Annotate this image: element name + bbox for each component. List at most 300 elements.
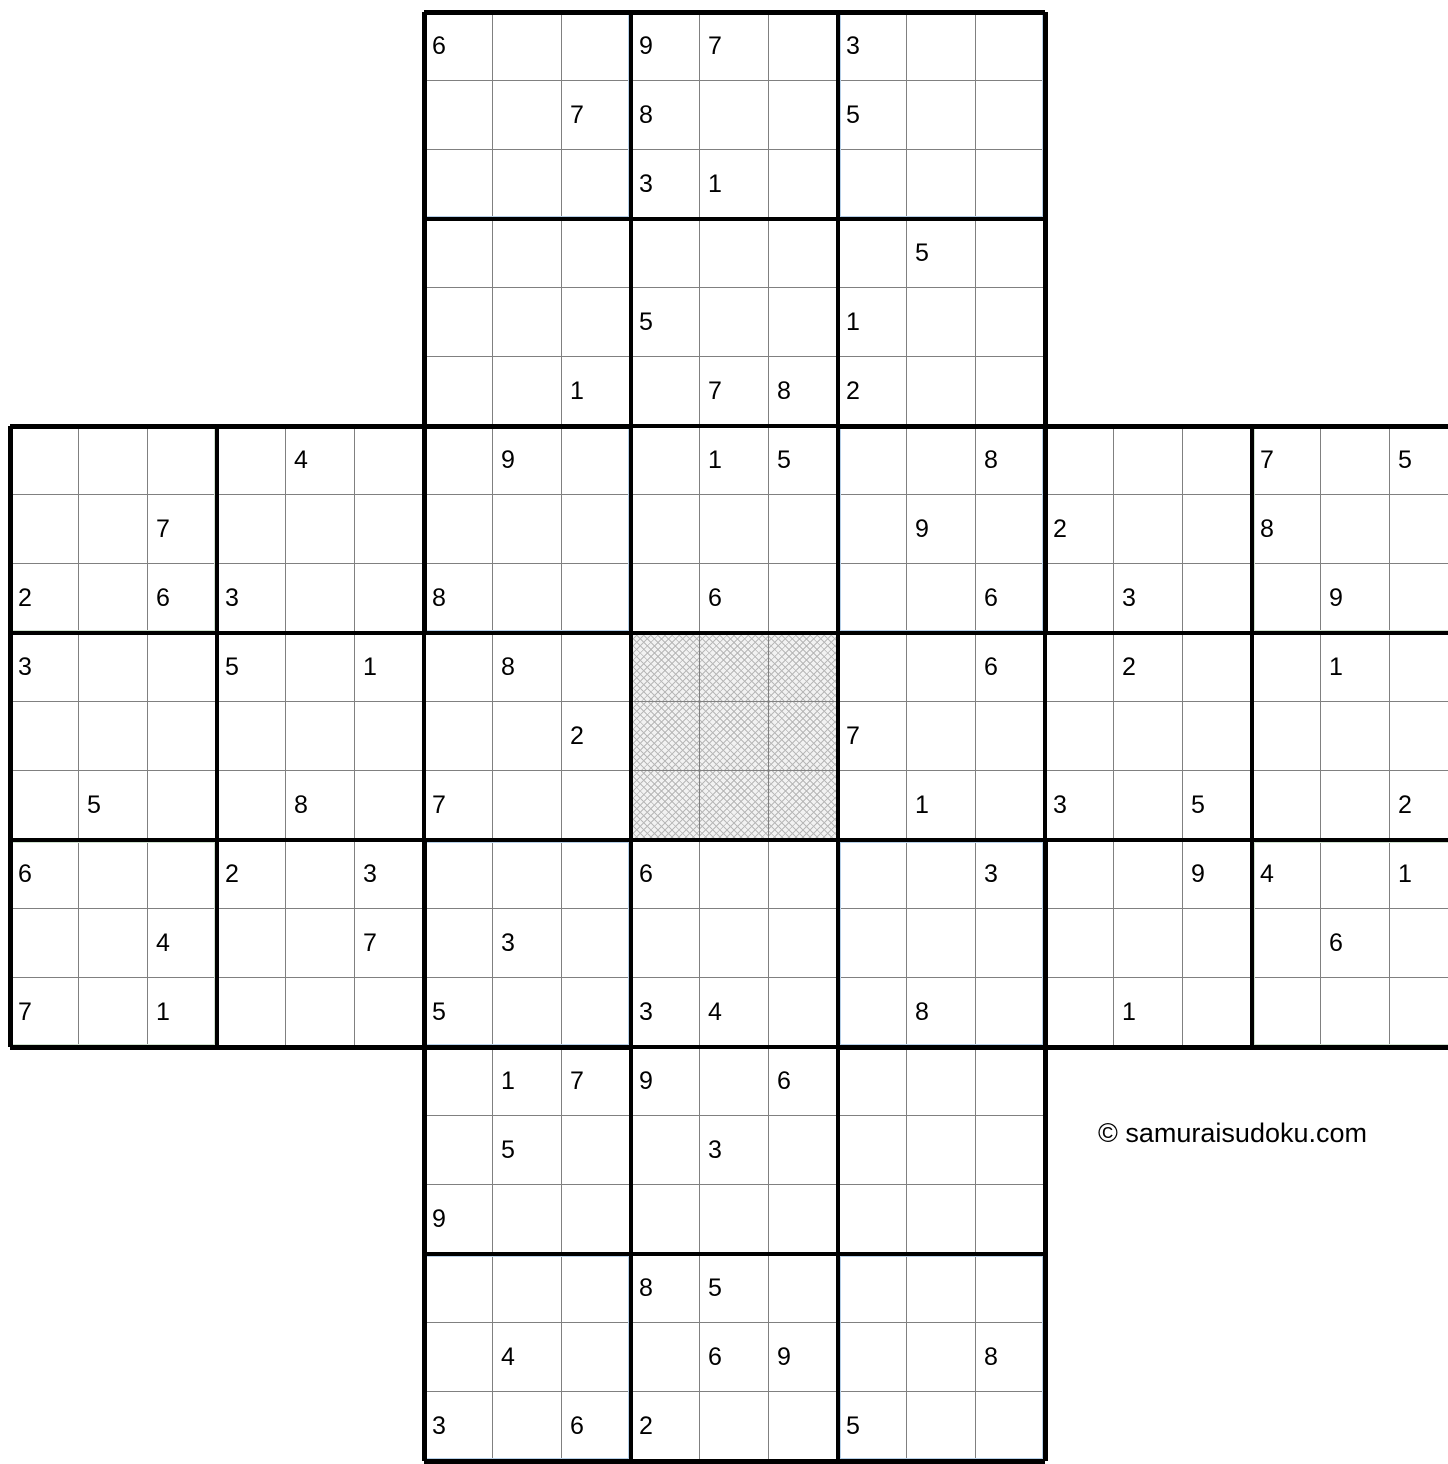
sudoku-cell[interactable] [907,564,976,633]
sudoku-cell[interactable] [700,495,769,564]
sudoku-cell[interactable] [769,564,838,633]
sudoku-cell[interactable]: 4 [1252,840,1321,909]
sudoku-cell[interactable] [631,219,700,288]
sudoku-cell[interactable] [424,1323,493,1392]
sudoku-cell[interactable] [907,426,976,495]
sudoku-cell[interactable]: 1 [562,357,631,426]
sudoku-cell[interactable]: 8 [976,1323,1045,1392]
sudoku-cell[interactable]: 2 [631,1392,700,1461]
sudoku-cell[interactable]: 2 [217,840,286,909]
sudoku-cell[interactable] [493,288,562,357]
block-divider-horizontal [424,10,1045,15]
sudoku-cell[interactable]: 2 [1390,771,1448,840]
sudoku-cell[interactable]: 3 [217,564,286,633]
sudoku-cell[interactable]: 5 [1183,771,1252,840]
sudoku-cell[interactable]: 9 [631,12,700,81]
sudoku-cell[interactable]: 2 [562,702,631,771]
sudoku-cell[interactable]: 8 [907,978,976,1047]
sudoku-cell[interactable]: 8 [631,81,700,150]
sudoku-cell[interactable] [907,840,976,909]
sudoku-cell[interactable] [976,1185,1045,1254]
sudoku-cell[interactable]: 8 [976,426,1045,495]
sudoku-cell[interactable] [286,564,355,633]
sudoku-cell[interactable] [976,1392,1045,1461]
sudoku-cell[interactable] [769,1116,838,1185]
sudoku-cell[interactable] [838,219,907,288]
sudoku-cell[interactable] [1045,564,1114,633]
sudoku-cell[interactable]: 4 [148,909,217,978]
sudoku-cell[interactable]: 3 [10,633,79,702]
sudoku-cell[interactable] [79,495,148,564]
sudoku-cell[interactable] [1321,978,1390,1047]
sudoku-cell[interactable]: 1 [838,288,907,357]
sudoku-cell[interactable] [562,12,631,81]
sudoku-cell[interactable] [493,12,562,81]
sudoku-cell[interactable] [148,633,217,702]
sudoku-cell[interactable] [217,426,286,495]
sudoku-cell[interactable] [79,633,148,702]
sudoku-cell[interactable] [10,771,79,840]
sudoku-cell[interactable]: 3 [838,12,907,81]
sudoku-cell[interactable] [493,978,562,1047]
sudoku-cell[interactable] [493,771,562,840]
sudoku-cell[interactable] [10,702,79,771]
sudoku-cell[interactable] [907,1323,976,1392]
sudoku-cell[interactable]: 5 [769,426,838,495]
sudoku-cell[interactable]: 5 [79,771,148,840]
sudoku-cell[interactable] [424,426,493,495]
sudoku-cell[interactable] [838,978,907,1047]
sudoku-cell[interactable]: 8 [424,564,493,633]
sudoku-cell[interactable] [769,150,838,219]
sudoku-cell[interactable] [424,495,493,564]
sudoku-cell[interactable] [562,840,631,909]
sudoku-cell[interactable] [976,1254,1045,1323]
sudoku-cell[interactable] [493,357,562,426]
sudoku-cell[interactable] [1183,564,1252,633]
sudoku-cell[interactable] [700,288,769,357]
sudoku-cell[interactable]: 6 [562,1392,631,1461]
sudoku-cell[interactable] [1045,840,1114,909]
sudoku-cell[interactable]: 9 [424,1185,493,1254]
sudoku-cell[interactable] [769,1254,838,1323]
sudoku-cell[interactable]: 2 [838,357,907,426]
blocked-cell [631,771,700,840]
sudoku-cell[interactable] [631,1185,700,1254]
sudoku-cell[interactable] [286,978,355,1047]
sudoku-cell[interactable] [493,840,562,909]
sudoku-cell[interactable]: 6 [976,564,1045,633]
sudoku-cell[interactable]: 7 [562,81,631,150]
sudoku-cell[interactable] [424,633,493,702]
sudoku-cell[interactable] [493,1392,562,1461]
sudoku-cell[interactable]: 9 [1321,564,1390,633]
sudoku-cell[interactable] [907,1047,976,1116]
sudoku-cell[interactable]: 4 [286,426,355,495]
sudoku-cell[interactable] [1114,771,1183,840]
sudoku-cell[interactable] [838,1323,907,1392]
sudoku-cell[interactable] [1390,702,1448,771]
sudoku-cell[interactable]: 5 [838,1392,907,1461]
sudoku-cell[interactable]: 3 [355,840,424,909]
sudoku-cell[interactable]: 6 [631,840,700,909]
sudoku-cell[interactable] [631,564,700,633]
sudoku-cell[interactable] [424,909,493,978]
sudoku-cell[interactable] [976,495,1045,564]
sudoku-cell[interactable]: 7 [562,1047,631,1116]
sudoku-cell[interactable] [79,564,148,633]
sudoku-cell[interactable] [907,1392,976,1461]
sudoku-cell[interactable]: 3 [976,840,1045,909]
sudoku-cell[interactable]: 7 [355,909,424,978]
sudoku-cell[interactable] [769,840,838,909]
sudoku-cell[interactable] [1114,909,1183,978]
sudoku-cell[interactable]: 5 [493,1116,562,1185]
sudoku-cell[interactable]: 3 [700,1116,769,1185]
sudoku-cell[interactable]: 7 [1252,426,1321,495]
sudoku-cell[interactable] [493,1185,562,1254]
sudoku-cell[interactable] [562,426,631,495]
sudoku-cell[interactable] [562,1254,631,1323]
sudoku-cell[interactable]: 3 [1114,564,1183,633]
blocked-cell [769,702,838,771]
sudoku-cell[interactable]: 6 [769,1047,838,1116]
sudoku-cell[interactable] [1252,633,1321,702]
sudoku-cell[interactable]: 1 [700,426,769,495]
sudoku-cell[interactable] [838,771,907,840]
sudoku-cell[interactable] [562,909,631,978]
blocked-cell [769,771,838,840]
sudoku-cell[interactable] [1252,978,1321,1047]
sudoku-cell[interactable] [838,1047,907,1116]
sudoku-cell[interactable]: 5 [424,978,493,1047]
sudoku-cell[interactable]: 9 [631,1047,700,1116]
sudoku-cell[interactable] [976,702,1045,771]
sudoku-cell[interactable]: 8 [631,1254,700,1323]
sudoku-cell[interactable] [769,495,838,564]
sudoku-cell[interactable] [631,1323,700,1392]
sudoku-cell[interactable]: 5 [838,81,907,150]
sudoku-cell[interactable] [838,495,907,564]
sudoku-cell[interactable] [562,288,631,357]
sudoku-cell[interactable] [976,1047,1045,1116]
sudoku-cell[interactable] [1321,426,1390,495]
sudoku-cell[interactable] [493,702,562,771]
sudoku-cell[interactable] [562,219,631,288]
sudoku-cell[interactable] [976,357,1045,426]
sudoku-cell[interactable]: 1 [493,1047,562,1116]
sudoku-cell[interactable] [562,633,631,702]
block-divider-horizontal [424,631,1045,635]
sudoku-cell[interactable] [217,909,286,978]
sudoku-cell[interactable] [700,909,769,978]
sudoku-cell[interactable] [631,426,700,495]
sudoku-cell[interactable] [976,978,1045,1047]
sudoku-cell[interactable]: 8 [1252,495,1321,564]
sudoku-cell[interactable] [79,702,148,771]
sudoku-cell[interactable] [1114,495,1183,564]
sudoku-cell[interactable] [976,81,1045,150]
sudoku-cell[interactable] [769,219,838,288]
sudoku-cell[interactable] [79,909,148,978]
sudoku-cell[interactable]: 1 [148,978,217,1047]
sudoku-cell[interactable] [769,978,838,1047]
sudoku-cell[interactable] [631,1116,700,1185]
sudoku-cell[interactable] [769,288,838,357]
sudoku-cell[interactable]: 5 [217,633,286,702]
sudoku-cell[interactable] [700,81,769,150]
sudoku-cell[interactable] [562,150,631,219]
sudoku-cell[interactable] [838,1116,907,1185]
sudoku-cell[interactable]: 6 [700,564,769,633]
sudoku-cell[interactable] [907,288,976,357]
sudoku-cell[interactable] [562,771,631,840]
sudoku-cell[interactable] [148,771,217,840]
sudoku-cell[interactable]: 5 [700,1254,769,1323]
sudoku-cell[interactable] [355,564,424,633]
sudoku-cell[interactable] [424,150,493,219]
sudoku-cell[interactable] [631,357,700,426]
block-divider-horizontal [424,1252,1045,1256]
sudoku-cell[interactable]: 7 [148,495,217,564]
sudoku-cell[interactable] [148,840,217,909]
sudoku-cell[interactable]: 6 [976,633,1045,702]
sudoku-cell[interactable] [769,12,838,81]
block-divider-vertical [8,426,13,1047]
sudoku-cell[interactable] [838,426,907,495]
sudoku-cell[interactable] [976,288,1045,357]
sudoku-cell[interactable]: 1 [1321,633,1390,702]
sudoku-cell[interactable] [769,909,838,978]
sudoku-cell[interactable] [562,564,631,633]
sudoku-cell[interactable] [1252,702,1321,771]
sudoku-cell[interactable]: 1 [1390,840,1448,909]
sudoku-cell[interactable] [838,909,907,978]
sudoku-cell[interactable] [1183,495,1252,564]
sudoku-cell[interactable] [10,495,79,564]
sudoku-cell[interactable] [493,495,562,564]
sudoku-cell[interactable] [1183,426,1252,495]
sudoku-cell[interactable]: 4 [493,1323,562,1392]
sudoku-cell[interactable] [493,81,562,150]
sudoku-cell[interactable]: 5 [631,288,700,357]
sudoku-cell[interactable] [217,771,286,840]
sudoku-cell[interactable] [1114,426,1183,495]
sudoku-cell[interactable]: 2 [10,564,79,633]
sudoku-cell[interactable] [1321,840,1390,909]
sudoku-cell[interactable] [907,81,976,150]
sudoku-cell[interactable] [286,495,355,564]
sudoku-cell[interactable] [355,702,424,771]
sudoku-cell[interactable] [424,1047,493,1116]
sudoku-cell[interactable] [769,1392,838,1461]
sudoku-cell[interactable] [424,288,493,357]
sudoku-cell[interactable] [838,633,907,702]
sudoku-cell[interactable]: 6 [1321,909,1390,978]
sudoku-cell[interactable] [79,840,148,909]
sudoku-cell[interactable]: 1 [700,150,769,219]
sudoku-cell[interactable] [907,633,976,702]
sudoku-cell[interactable] [562,1116,631,1185]
sudoku-cell[interactable] [907,12,976,81]
sudoku-cell[interactable] [838,840,907,909]
sudoku-cell[interactable] [976,771,1045,840]
sudoku-cell[interactable] [355,495,424,564]
sudoku-cell[interactable] [907,1116,976,1185]
sudoku-cell[interactable] [424,1116,493,1185]
sudoku-cell[interactable]: 7 [700,357,769,426]
sudoku-cell[interactable] [424,1254,493,1323]
sudoku-cell[interactable] [700,1047,769,1116]
sudoku-cell[interactable]: 7 [700,12,769,81]
sudoku-cell[interactable] [1390,495,1448,564]
sudoku-cell[interactable] [493,1254,562,1323]
sudoku-cell[interactable] [1390,909,1448,978]
sudoku-cell[interactable]: 1 [1114,978,1183,1047]
sudoku-cell[interactable]: 3 [424,1392,493,1461]
sudoku-cell[interactable] [976,12,1045,81]
sudoku-cell[interactable] [286,840,355,909]
sudoku-cell[interactable]: 6 [148,564,217,633]
sudoku-cell[interactable] [424,702,493,771]
sudoku-cell[interactable] [1390,978,1448,1047]
sudoku-cell[interactable] [976,150,1045,219]
sudoku-cell[interactable] [1321,495,1390,564]
sudoku-cell[interactable] [79,426,148,495]
sudoku-cell[interactable] [562,978,631,1047]
sudoku-cell[interactable]: 9 [907,495,976,564]
sudoku-cell[interactable] [217,702,286,771]
sudoku-cell[interactable] [493,150,562,219]
sudoku-cell[interactable] [1045,426,1114,495]
sudoku-cell[interactable]: 1 [907,771,976,840]
sudoku-cell[interactable] [700,840,769,909]
sudoku-cell[interactable] [1183,633,1252,702]
sudoku-cell[interactable] [769,81,838,150]
block-divider-vertical [1043,426,1047,1047]
sudoku-cell[interactable] [1045,702,1114,771]
sudoku-cell[interactable] [493,564,562,633]
sudoku-cell[interactable] [1321,771,1390,840]
sudoku-cell[interactable]: 1 [355,633,424,702]
sudoku-cell[interactable] [1045,909,1114,978]
sudoku-cell[interactable] [148,426,217,495]
sudoku-cell[interactable] [217,978,286,1047]
sudoku-cell[interactable] [907,1185,976,1254]
sudoku-cell[interactable] [976,909,1045,978]
sudoku-cell[interactable]: 6 [10,840,79,909]
blocked-cell [631,702,700,771]
sudoku-cell[interactable] [10,426,79,495]
sudoku-cell[interactable] [355,426,424,495]
sudoku-cell[interactable] [1252,909,1321,978]
sudoku-cell[interactable]: 2 [1114,633,1183,702]
sudoku-cell[interactable] [1252,771,1321,840]
sudoku-cell[interactable] [976,1116,1045,1185]
sudoku-cell[interactable] [355,978,424,1047]
sudoku-cell[interactable] [1114,702,1183,771]
sudoku-cell[interactable] [1183,978,1252,1047]
sudoku-cell[interactable] [1045,633,1114,702]
sudoku-cell[interactable] [355,771,424,840]
sudoku-cell[interactable] [631,909,700,978]
blocked-cell [700,771,769,840]
sudoku-cell[interactable] [700,1185,769,1254]
sudoku-cell[interactable] [700,1392,769,1461]
sudoku-cell[interactable] [907,150,976,219]
sudoku-cell[interactable]: 7 [838,702,907,771]
sudoku-cell[interactable] [424,219,493,288]
block-divider-vertical [422,426,426,1047]
sudoku-cell[interactable] [1183,702,1252,771]
sudoku-cell[interactable] [1045,978,1114,1047]
sudoku-cell[interactable]: 7 [424,771,493,840]
sudoku-cell[interactable] [769,1185,838,1254]
sudoku-cell[interactable] [907,1254,976,1323]
sudoku-cell[interactable] [907,357,976,426]
sudoku-cell[interactable] [424,357,493,426]
sudoku-cell[interactable] [1183,909,1252,978]
sudoku-cell[interactable] [700,219,769,288]
sudoku-cell[interactable]: 6 [700,1323,769,1392]
sudoku-cell[interactable]: 3 [631,978,700,1047]
sudoku-cell[interactable] [1390,633,1448,702]
sudoku-cell[interactable] [907,702,976,771]
sudoku-cell[interactable] [79,978,148,1047]
sudoku-cell[interactable]: 9 [769,1323,838,1392]
sudoku-cell[interactable] [217,495,286,564]
sudoku-cell[interactable] [493,219,562,288]
sudoku-cell[interactable]: 2 [1045,495,1114,564]
sudoku-cell[interactable]: 9 [1183,840,1252,909]
sudoku-cell[interactable] [148,702,217,771]
sudoku-cell[interactable]: 8 [286,771,355,840]
sudoku-cell[interactable] [286,909,355,978]
sudoku-cell[interactable]: 5 [1390,426,1448,495]
sudoku-cell[interactable] [1252,564,1321,633]
sudoku-cell[interactable] [562,1185,631,1254]
sudoku-cell[interactable] [562,495,631,564]
sudoku-cell[interactable] [1390,564,1448,633]
sudoku-cell[interactable]: 7 [10,978,79,1047]
sudoku-cell[interactable]: 3 [631,150,700,219]
sudoku-cell[interactable] [1114,840,1183,909]
sudoku-cell[interactable]: 4 [700,978,769,1047]
sudoku-cell[interactable]: 9 [493,426,562,495]
sudoku-cell[interactable] [838,1185,907,1254]
sudoku-cell[interactable] [838,150,907,219]
sudoku-cell[interactable] [838,1254,907,1323]
sudoku-cell[interactable]: 6 [424,12,493,81]
sudoku-cell[interactable]: 8 [769,357,838,426]
sudoku-cell[interactable] [1321,702,1390,771]
sudoku-cell[interactable] [976,219,1045,288]
sudoku-cell[interactable] [424,81,493,150]
sudoku-cell[interactable] [286,633,355,702]
sudoku-cell[interactable] [286,702,355,771]
sudoku-cell[interactable]: 3 [493,909,562,978]
sudoku-cell[interactable] [838,564,907,633]
blocked-cell [700,633,769,702]
sudoku-cell[interactable] [424,840,493,909]
sudoku-cell[interactable] [562,1323,631,1392]
sudoku-cell[interactable] [631,495,700,564]
sudoku-cell[interactable] [907,909,976,978]
sudoku-cell[interactable] [10,909,79,978]
sudoku-cell[interactable]: 3 [1045,771,1114,840]
sudoku-cell[interactable]: 5 [907,219,976,288]
sudoku-cell[interactable]: 8 [493,633,562,702]
